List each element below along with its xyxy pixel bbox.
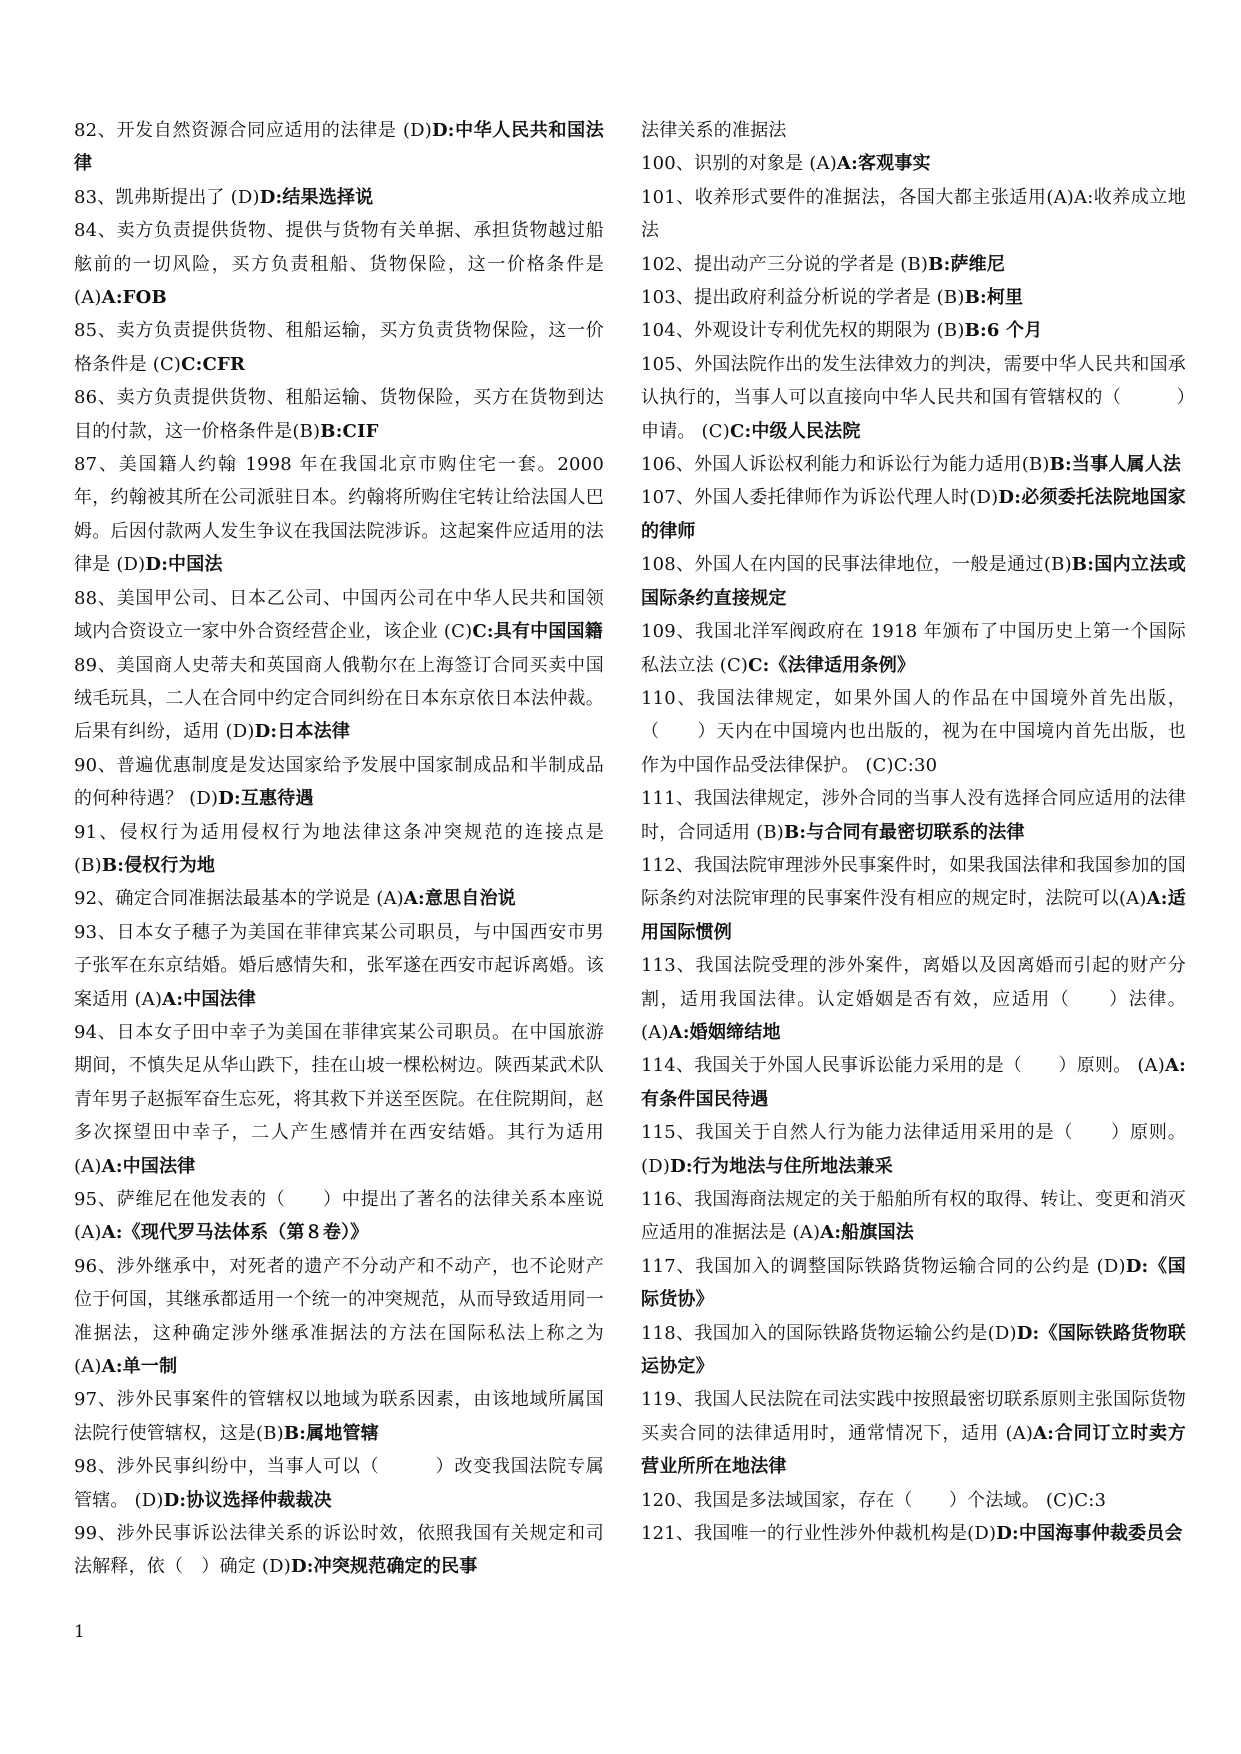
question-item (641, 615, 1186, 682)
question-text: 102、提出动产三分说的学者是 (B) (641, 253, 929, 275)
question-text: 116、我国海商法规定的关于船舶所有权的取得、转让、变更和消灭应适用的准据法是 (A) (641, 1189, 1186, 1244)
left-column (74, 114, 604, 1584)
question-text: 92、确定合同准据法最基本的学说是 (A) (74, 888, 404, 910)
answer-text: B:萨维尼 (928, 253, 1006, 275)
answer-text: A:合同订立时卖方营业所所在地法律 (641, 1422, 1186, 1478)
answer-text: A:有条件国民待遇 (641, 1055, 1186, 1110)
question-item (74, 1250, 604, 1384)
question-text: 95、萨维尼在他发表的（ ）中提出了著名的法律关系本座说 (A) (74, 1189, 604, 1244)
question-text: 104、外观设计专利优先权的期限为 (B) (641, 320, 965, 342)
answer-text: C:具有中国国籍 (472, 621, 603, 643)
question-item (641, 782, 1186, 849)
answer-text: A:中国法律 (101, 1155, 196, 1177)
answer-text: D:日本法律 (254, 721, 351, 743)
question-text: 106、外国人诉讼权利能力和诉讼行为能力适用(B) (641, 454, 1050, 476)
answer-text: D:中国法 (145, 554, 223, 576)
question-text: 111、我国法律规定，涉外合同的当事人没有选择合同应适用的法律时，合同适用 (B) (641, 788, 1186, 843)
answer-text: B:与合同有最密切联系的法律 (784, 821, 1025, 843)
answer-text: D:《国际货协》 (641, 1255, 1186, 1311)
question-item (641, 281, 1186, 314)
question-item (74, 1183, 604, 1250)
question-item (641, 147, 1186, 180)
question-text: 103、提出政府利益分析说的学者是 (B) (641, 287, 965, 309)
answer-text: B:侵权行为地 (101, 854, 216, 876)
question-item (74, 816, 604, 883)
question-text: 94、日本女子田中幸子为美国在菲律宾某公司职员。在中国旅游期间，不慎失足从华山跌下，挂在山坡一棵松树边。陕西某武术队青年男子赵振军奋生忘死，将其救下并送至医院。在住院期间，赵多次探望田中幸子，二人产生感情并在西安结婚。其行为适用 (A) (74, 1021, 604, 1177)
question-text: 107、外国人委托律师作为诉讼代理人时(D) (641, 487, 999, 509)
answer-text: A:客观事实 (836, 153, 931, 175)
question-item (641, 949, 1186, 1049)
answer-text: A:适用国际惯例 (641, 888, 1187, 943)
question-text: 101、收养形式要件的准据法，各国大都主张适用(A)A:收养成立地法 (641, 186, 1186, 242)
question-text: 118、我国加入的国际铁路货物运输公约是(D) (641, 1322, 1017, 1344)
question-text: 108、外国人在内国的民事法律地位，一般是通过(B) (641, 554, 1072, 576)
answer-text: C:《法律适用条例》 (748, 654, 916, 676)
question-item (74, 314, 604, 381)
question-item (641, 548, 1186, 615)
question-text: 97、涉外民事案件的管辖权以地域为联系因素，由该地域所属国法院行使管辖权，这是(B) (74, 1389, 604, 1444)
question-item (641, 682, 1186, 782)
answer-text: D:《国际铁路货物联运协定》 (641, 1322, 1186, 1378)
answer-text: A:船旗国法 (820, 1222, 914, 1244)
question-item (641, 849, 1186, 949)
question-item (74, 582, 604, 649)
question-text: 114、我国关于外国人民事诉讼能力采用的是（ ）原则。 (A) (641, 1055, 1165, 1077)
question-text: 84、卖方负责提供货物、提供与货物有关单据、承担货物越过船舷前的一切风险，买方负责租船、货物保险，这一价格条件是 (A) (74, 220, 604, 309)
answer-text: D:结果选择说 (259, 186, 374, 208)
question-item (74, 1383, 604, 1450)
question-text: 99、涉外民事诉讼法律关系的诉讼时效，依照我国有关规定和司法解释，依（ ）确定 (D) (74, 1523, 604, 1578)
question-item (641, 1317, 1186, 1384)
question-text: 120、我国是多法域国家，存在（ ）个法域。 (C)C:3 (641, 1489, 1107, 1511)
question-item (641, 1517, 1186, 1550)
question-item (641, 248, 1186, 281)
question-item (641, 181, 1186, 248)
question-item (74, 749, 604, 816)
answer-text: D:互惠待遇 (218, 788, 314, 810)
question-item (641, 1049, 1186, 1116)
answer-text: A:中国法律 (162, 988, 256, 1010)
question-item (641, 1484, 1186, 1517)
answer-text: A:单一制 (101, 1356, 178, 1378)
question-text: 88、美国甲公司、日本乙公司、中国丙公司在中华人民共和国领域内合资设立一家中外合资经营企业，该企业 (C) (74, 587, 604, 643)
question-text: 115、我国关于自然人行为能力法律适用采用的是（ ）原则。 (D) (641, 1122, 1186, 1177)
question-item (74, 1016, 604, 1183)
question-text: 98、涉外民事纠纷中，当事人可以（ ）改变我国法院专属管辖。 (D) (74, 1456, 604, 1511)
question-item (641, 1383, 1186, 1483)
answer-text: B:CIF (320, 420, 379, 442)
question-text: 121、我国唯一的行业性涉外仲裁机构是(D) (641, 1523, 997, 1545)
question-text: 91、侵权行为适用侵权行为地法律这条冲突规范的连接点是 (B) (74, 821, 604, 876)
question-text: 89、美国商人史蒂夫和英国商人俄勒尔在上海签订合同买卖中国绒毛玩具，二人在合同中约定合同纠纷在日本东京依日本法仲裁。后果有纠纷，适用 (D) (74, 654, 604, 743)
answer-text: D:中华人民共和国法律 (74, 120, 604, 175)
question-item (641, 1183, 1186, 1250)
question-text: 117、我国加入的调整国际铁路货物运输合同的公约是 (D) (641, 1255, 1126, 1277)
question-item (641, 1116, 1186, 1183)
question-item (74, 649, 604, 749)
question-item (641, 314, 1186, 347)
question-text: 119、我国人民法院在司法实践中按照最密切联系原则主张国际货物买卖合同的法律适用时，通常情况下，适用 (A) (641, 1389, 1186, 1444)
question-item (74, 181, 604, 214)
question-text: 112、我国法院审理涉外民事案件时，如果我国法律和我国参加的国际条约对法院审理的民事案件没有相应的规定时，法院可以(A) (641, 854, 1186, 910)
answer-text: D:冲突规范确定的民事 (291, 1556, 478, 1578)
answer-text: A:FOB (101, 287, 167, 309)
question-item (641, 448, 1186, 481)
question-item (74, 114, 604, 181)
question-text: 90、普遍优惠制度是发达国家给予发展中国家制成品和半制成品的何种待遇？ (D) (74, 754, 604, 810)
answer-text: D:必须委托法院地国家的律师 (641, 487, 1187, 542)
question-item (74, 882, 604, 915)
question-text: 96、涉外继承中，对死者的遗产不分动产和不动产，也不论财产位于何国，其继承都适用一个统一的冲突规范，从而导致适用同一准据法，这种确定涉外继承准据法的方法在国际私法上称之为 (A) (74, 1255, 604, 1378)
question-text: 105、外国法院作出的发生法律效力的判决，需要中华人民共和国承认执行的，当事人可以直接向中华人民共和国有管辖权的（ ）申请。 (C) (641, 353, 1186, 442)
question-text: 法律关系的准据法 (641, 120, 787, 141)
question-text: 83、凯弗斯提出了 (D) (74, 186, 260, 208)
answer-text: B:6 个月 (964, 320, 1043, 342)
question-item (74, 448, 604, 582)
answer-text: A:《现代罗马法体系（第８卷）》 (101, 1222, 369, 1244)
question-item (74, 916, 604, 1016)
answer-text: B:国内立法或国际条约直接规定 (641, 554, 1186, 609)
answer-text: B:柯里 (964, 287, 1024, 309)
question-item (74, 1517, 604, 1584)
question-text: 110、我国法律规定，如果外国人的作品在中国境外首先出版，（ ）天内在中国境内也出版的，视为在中国境内首先出版，也作为中国作品受法律保护。 (C)C:30 (641, 687, 1186, 776)
answer-text: B:属地管辖 (283, 1422, 379, 1444)
question-text: 100、识别的对象是 (A) (641, 153, 837, 175)
answer-text: A:意思自治说 (403, 888, 516, 910)
question-item (641, 1250, 1186, 1317)
question-text: 82、开发自然资源合同应适用的法律是 (D) (74, 120, 432, 141)
answer-text: A:婚姻缔结地 (668, 1021, 781, 1043)
answer-text: B:当事人属人法 (1049, 454, 1182, 476)
answer-text: C:CFR (181, 353, 246, 375)
question-item (74, 1450, 604, 1517)
question-item (641, 481, 1186, 548)
question-item (74, 381, 604, 448)
question-text: 113、我国法院受理的涉外案件，离婚以及因离婚而引起的财产分割，适用我国法律。认定婚姻是否有效，应适用（ ）法律。 (A) (641, 955, 1186, 1043)
page-number: 1 (74, 1622, 85, 1642)
question-text: 87、美国籍人约翰 1998 年在我国北京市购住宅一套。2000 年，约翰被其所在公司派驻日本。约翰将所购住宅转让给法国人巴姆。后因付款两人发生争议在我国法院涉诉。这起案件应适用的法律是 (D) (74, 454, 604, 576)
right-column (641, 114, 1186, 1550)
answer-text: D:中国海事仲裁委员会 (996, 1523, 1183, 1545)
answer-text: D:行为地法与住所地法兼采 (670, 1155, 893, 1177)
question-item (641, 348, 1186, 448)
answer-text: C:中级人民法院 (729, 420, 861, 442)
question-item (641, 114, 1186, 147)
question-text: 85、卖方负责提供货物、租船运输，买方负责货物保险，这一价格条件是 (C) (74, 320, 604, 375)
question-text: 93、日本女子穗子为美国在菲律宾某公司职员，与中国西安市男子张军在东京结婚。婚后感情失和，张军遂在西安市起诉离婚。该案适用 (A) (74, 921, 604, 1010)
answer-text: D:协议选择仲裁裁决 (163, 1489, 332, 1511)
question-text: 86、卖方负责提供货物、租船运输、货物保险，买方在货物到达目的付款，这一价格条件是(B) (74, 387, 604, 442)
question-text: 109、我国北洋军阀政府在 1918 年颁布了中国历史上第一个国际私法立法 (C) (641, 621, 1186, 676)
question-item (74, 214, 604, 314)
